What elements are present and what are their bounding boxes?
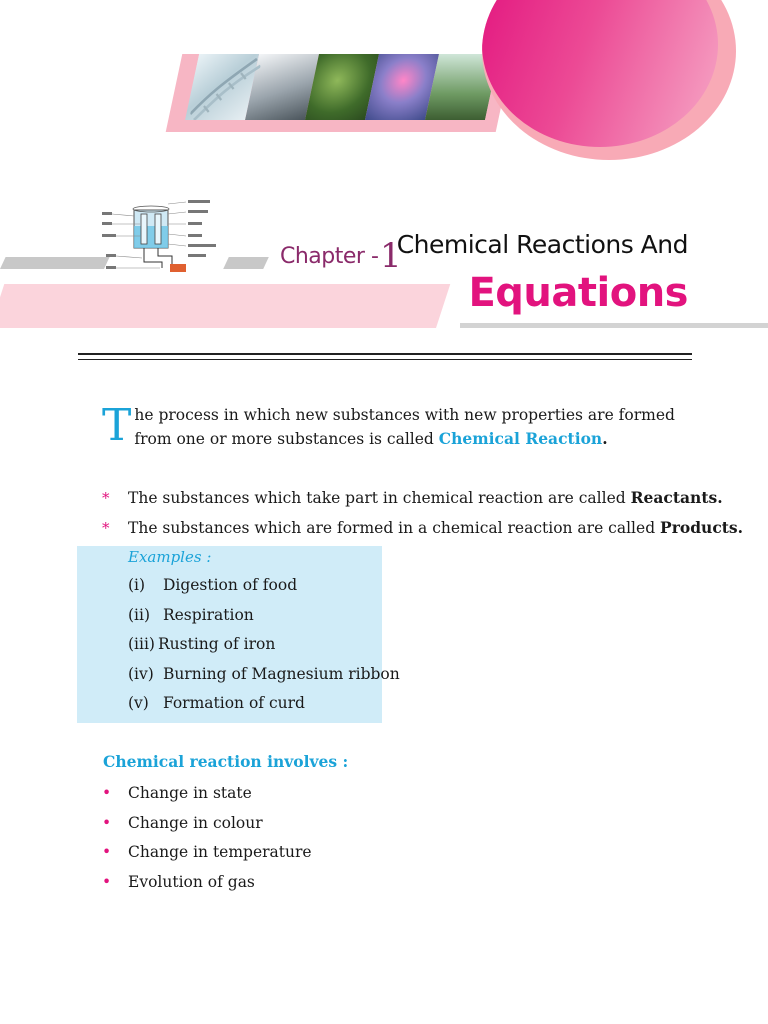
example-text: Rusting of iron <box>158 635 276 653</box>
example-text: Burning of Magnesium ribbon <box>162 664 400 683</box>
definition-text: The substances which are formed in a chemical reaction are called <box>128 518 661 537</box>
bullet-icon: • <box>102 872 112 891</box>
definition-term: Products. <box>660 517 744 537</box>
list-item <box>102 516 744 546</box>
chapter-number: 1 <box>380 236 402 276</box>
definition-term: Reactants. <box>630 488 723 507</box>
example-index: (iv) <box>128 664 154 683</box>
involves-text: Change in state <box>128 784 252 802</box>
list-item <box>102 486 723 516</box>
example-index: (i) <box>128 576 146 594</box>
involves-text: Change in temperature <box>128 843 312 861</box>
electrolysis-diagram-image <box>102 196 224 278</box>
chapter-title-line2: Equations <box>468 270 688 316</box>
definition-text: The substances which take part in chemical reaction are called <box>128 489 631 507</box>
example-text: Formation of curd <box>162 694 305 712</box>
dna-image <box>185 54 259 120</box>
chapter-title-line1: Chemical Reactions And <box>396 230 688 259</box>
bullet-icon: • <box>102 843 112 861</box>
intro-end: . <box>602 429 608 448</box>
example-index: (ii) <box>128 605 151 624</box>
example-item <box>128 606 254 624</box>
intro-paragraph <box>102 400 692 451</box>
definitions-list <box>102 486 744 545</box>
examples-box <box>77 546 400 723</box>
decorative-band <box>223 257 269 269</box>
banner-photo-strip <box>185 54 499 120</box>
example-index: (iii) <box>128 635 155 653</box>
examples-heading: Examples : <box>128 548 212 566</box>
chapter-label: Chapter - <box>280 244 379 269</box>
example-item <box>128 694 305 712</box>
decorative-band <box>0 257 110 269</box>
drop-cap: T <box>102 400 132 451</box>
section-divider <box>78 353 692 360</box>
asterisk-icon: * <box>102 489 110 507</box>
bullet-icon: • <box>102 813 112 832</box>
involves-text: Change in colour <box>128 813 263 832</box>
example-item <box>128 576 297 594</box>
title-underline <box>460 323 768 328</box>
example-index: (v) <box>128 694 149 712</box>
example-item <box>128 635 275 653</box>
intro-text: he process in which new substances with new properties are formed from one or more substances is called <box>134 406 675 448</box>
asterisk-icon: * <box>102 518 110 537</box>
decorative-band <box>0 284 450 328</box>
example-text: Respiration <box>162 605 254 624</box>
bullet-icon: • <box>102 784 112 802</box>
involves-text: Evolution of gas <box>128 872 255 891</box>
intro-highlight: Chemical Reaction <box>438 429 603 448</box>
involves-heading: Chemical reaction involves : <box>103 752 349 771</box>
decorative-circle <box>482 0 736 160</box>
example-item <box>128 665 400 683</box>
example-text: Digestion of food <box>162 576 298 594</box>
